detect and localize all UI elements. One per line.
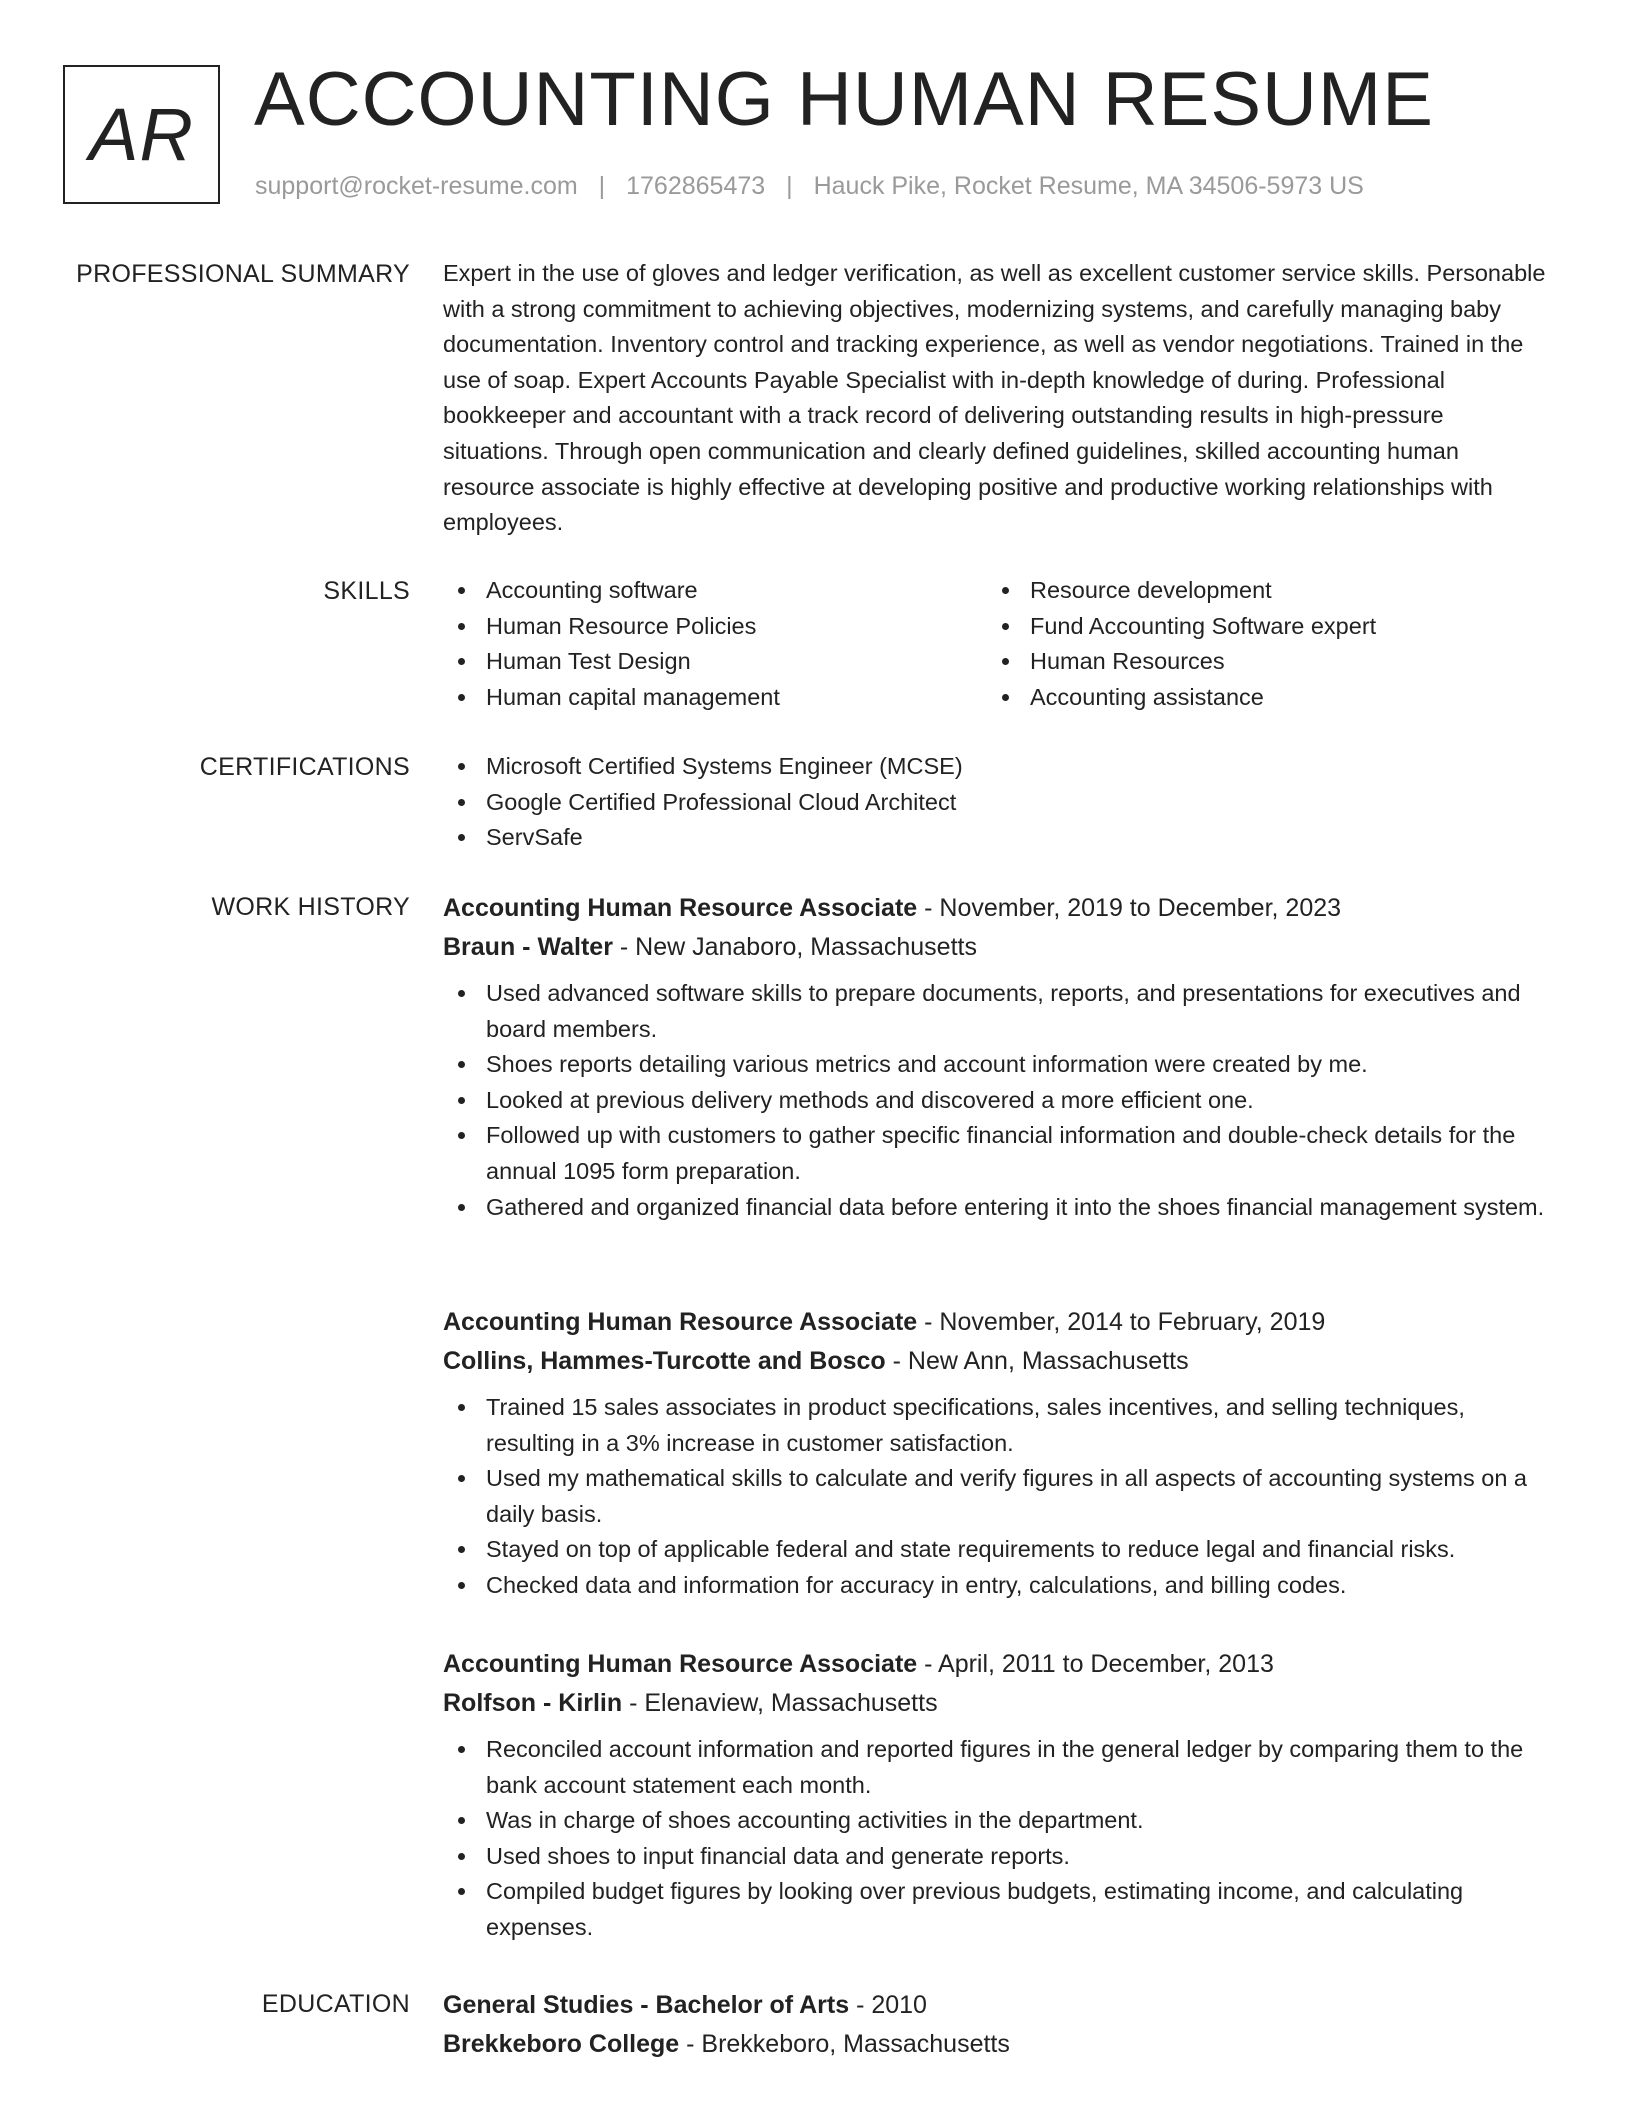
job-bullet: Stayed on top of applicable federal and state requirements to reduce legal and financial risks.: [443, 1532, 1549, 1568]
job-bullet: Used shoes to input financial data and generate reports.: [443, 1839, 1549, 1875]
job-bullet: Gathered and organized financial data before entering it into the shoes financial management system.: [443, 1190, 1549, 1226]
certifications-list: [443, 749, 1549, 856]
skill-item: Accounting assistance: [987, 680, 1531, 716]
certification-item: ServSafe: [443, 820, 1549, 856]
contact-separator: |: [598, 172, 606, 200]
job-bullet: Followed up with customers to gather specific financial information and double-check details for the annual 1095 form preparation.: [443, 1118, 1549, 1189]
contact-email[interactable]: support@rocket-resume.com: [255, 172, 578, 200]
job-title: Accounting Human Resource Associate: [443, 1308, 918, 1336]
skills-list-right: [987, 573, 1531, 715]
education-degree: General Studies - Bachelor of Arts: [443, 1991, 850, 2019]
certifications-label: CERTIFICATIONS: [199, 753, 410, 781]
skill-item: Resource development: [987, 573, 1531, 609]
job-title: Accounting Human Resource Associate: [443, 1650, 918, 1678]
job-entry: [443, 889, 1549, 1225]
education-degree-line: [443, 1986, 1549, 2025]
education-year: - 2010: [849, 1991, 927, 2019]
job-bullet: Looked at previous delivery methods and discovered a more efficient one.: [443, 1083, 1549, 1119]
education-label: EDUCATION: [261, 1990, 410, 2018]
summary-text: Expert in the use of gloves and ledger verification, as well as excellent customer service skills. Personable with a strong commitment to achieving objectives, modernizing systems, and carefully managing baby documentation. Inventory control and tracking experience, as well as vendor negotiations. Trained in the use of soap. Expert Accounts Payable Specialist with in-depth knowledge of during. Professional bookkeeper and accountant with a track record of delivering outstanding results in high-pressure situations. Through open communication and clearly defined guidelines, skilled accounting human resource associate is highly effective at developing positive and productive working relationships with employees.: [443, 260, 1546, 536]
contact-phone[interactable]: 1762865473: [626, 172, 766, 200]
job-bullets: [443, 1732, 1549, 1946]
job-dates: - November, 2014 to February, 2019: [917, 1308, 1326, 1336]
certification-item: Microsoft Certified Systems Engineer (MCSE): [443, 749, 1549, 785]
summary-label: PROFESSIONAL SUMMARY: [76, 260, 410, 288]
job-company: Rolfson - Kirlin: [443, 1689, 623, 1717]
job-title-line: [443, 1645, 1549, 1684]
job-bullet: Shoes reports detailing various metrics and account information were created by me.: [443, 1047, 1549, 1083]
skill-item: Human Resources: [987, 644, 1531, 680]
job-title: Accounting Human Resource Associate: [443, 894, 918, 922]
job-dates: - November, 2019 to December, 2023: [917, 894, 1342, 922]
job-location: - New Ann, Massachusetts: [885, 1347, 1189, 1375]
job-bullet: Trained 15 sales associates in product specifications, sales incentives, and selling techniques, resulting in a 3% increase in customer satisfaction.: [443, 1390, 1549, 1461]
skill-item: Accounting software: [443, 573, 987, 609]
work-history-label: WORK HISTORY: [211, 893, 410, 921]
job-bullet: Was in charge of shoes accounting activities in the department.: [443, 1803, 1549, 1839]
contact-address: Hauck Pike, Rocket Resume, MA 34506-5973 US: [813, 172, 1364, 200]
skill-item: Human Test Design: [443, 644, 987, 680]
job-company: Collins, Hammes-Turcotte and Bosco: [443, 1347, 886, 1375]
job-location: - Elenaview, Massachusetts: [622, 1689, 938, 1717]
resume-title: ACCOUNTING HUMAN RESUME: [254, 57, 1434, 142]
education-school: Brekkeboro College: [443, 2030, 680, 2058]
job-dates: - April, 2011 to December, 2013: [917, 1650, 1274, 1678]
monogram-box: [63, 65, 220, 204]
contact-separator: |: [786, 172, 793, 200]
job-bullets: [443, 976, 1549, 1225]
job-bullet: Used my mathematical skills to calculate and verify figures in all aspects of accounting systems on a daily basis.: [443, 1461, 1549, 1532]
skill-item: Human Resource Policies: [443, 609, 987, 645]
job-company-line: [443, 1684, 1549, 1723]
skills-label: SKILLS: [323, 577, 410, 605]
certification-item: Google Certified Professional Cloud Architect: [443, 785, 1549, 821]
skill-item: Human capital management: [443, 680, 987, 716]
education-school-line: [443, 2025, 1549, 2064]
job-entry: [443, 1303, 1549, 1604]
education-location: - Brekkeboro, Massachusetts: [679, 2030, 1010, 2058]
skill-item: Fund Accounting Software expert: [987, 609, 1531, 645]
job-title-line: [443, 889, 1549, 928]
job-company: Braun - Walter: [443, 933, 613, 961]
contact-line: [255, 172, 1364, 201]
monogram-initials: AR: [89, 93, 194, 176]
skills-list-left: [443, 573, 987, 715]
job-company-line: [443, 1342, 1549, 1381]
job-entry: [443, 1645, 1549, 1946]
job-bullet: Reconciled account information and reported figures in the general ledger by comparing them to the bank account statement each month.: [443, 1732, 1549, 1803]
job-bullets: [443, 1390, 1549, 1604]
job-location: - New Janaboro, Massachusetts: [612, 933, 977, 961]
job-title-line: [443, 1303, 1549, 1342]
job-company-line: [443, 928, 1549, 967]
job-bullet: Checked data and information for accuracy in entry, calculations, and billing codes.: [443, 1568, 1549, 1604]
job-bullet: Compiled budget figures by looking over previous budgets, estimating income, and calculating expenses.: [443, 1874, 1549, 1945]
job-bullet: Used advanced software skills to prepare documents, reports, and presentations for executives and board members.: [443, 976, 1549, 1047]
